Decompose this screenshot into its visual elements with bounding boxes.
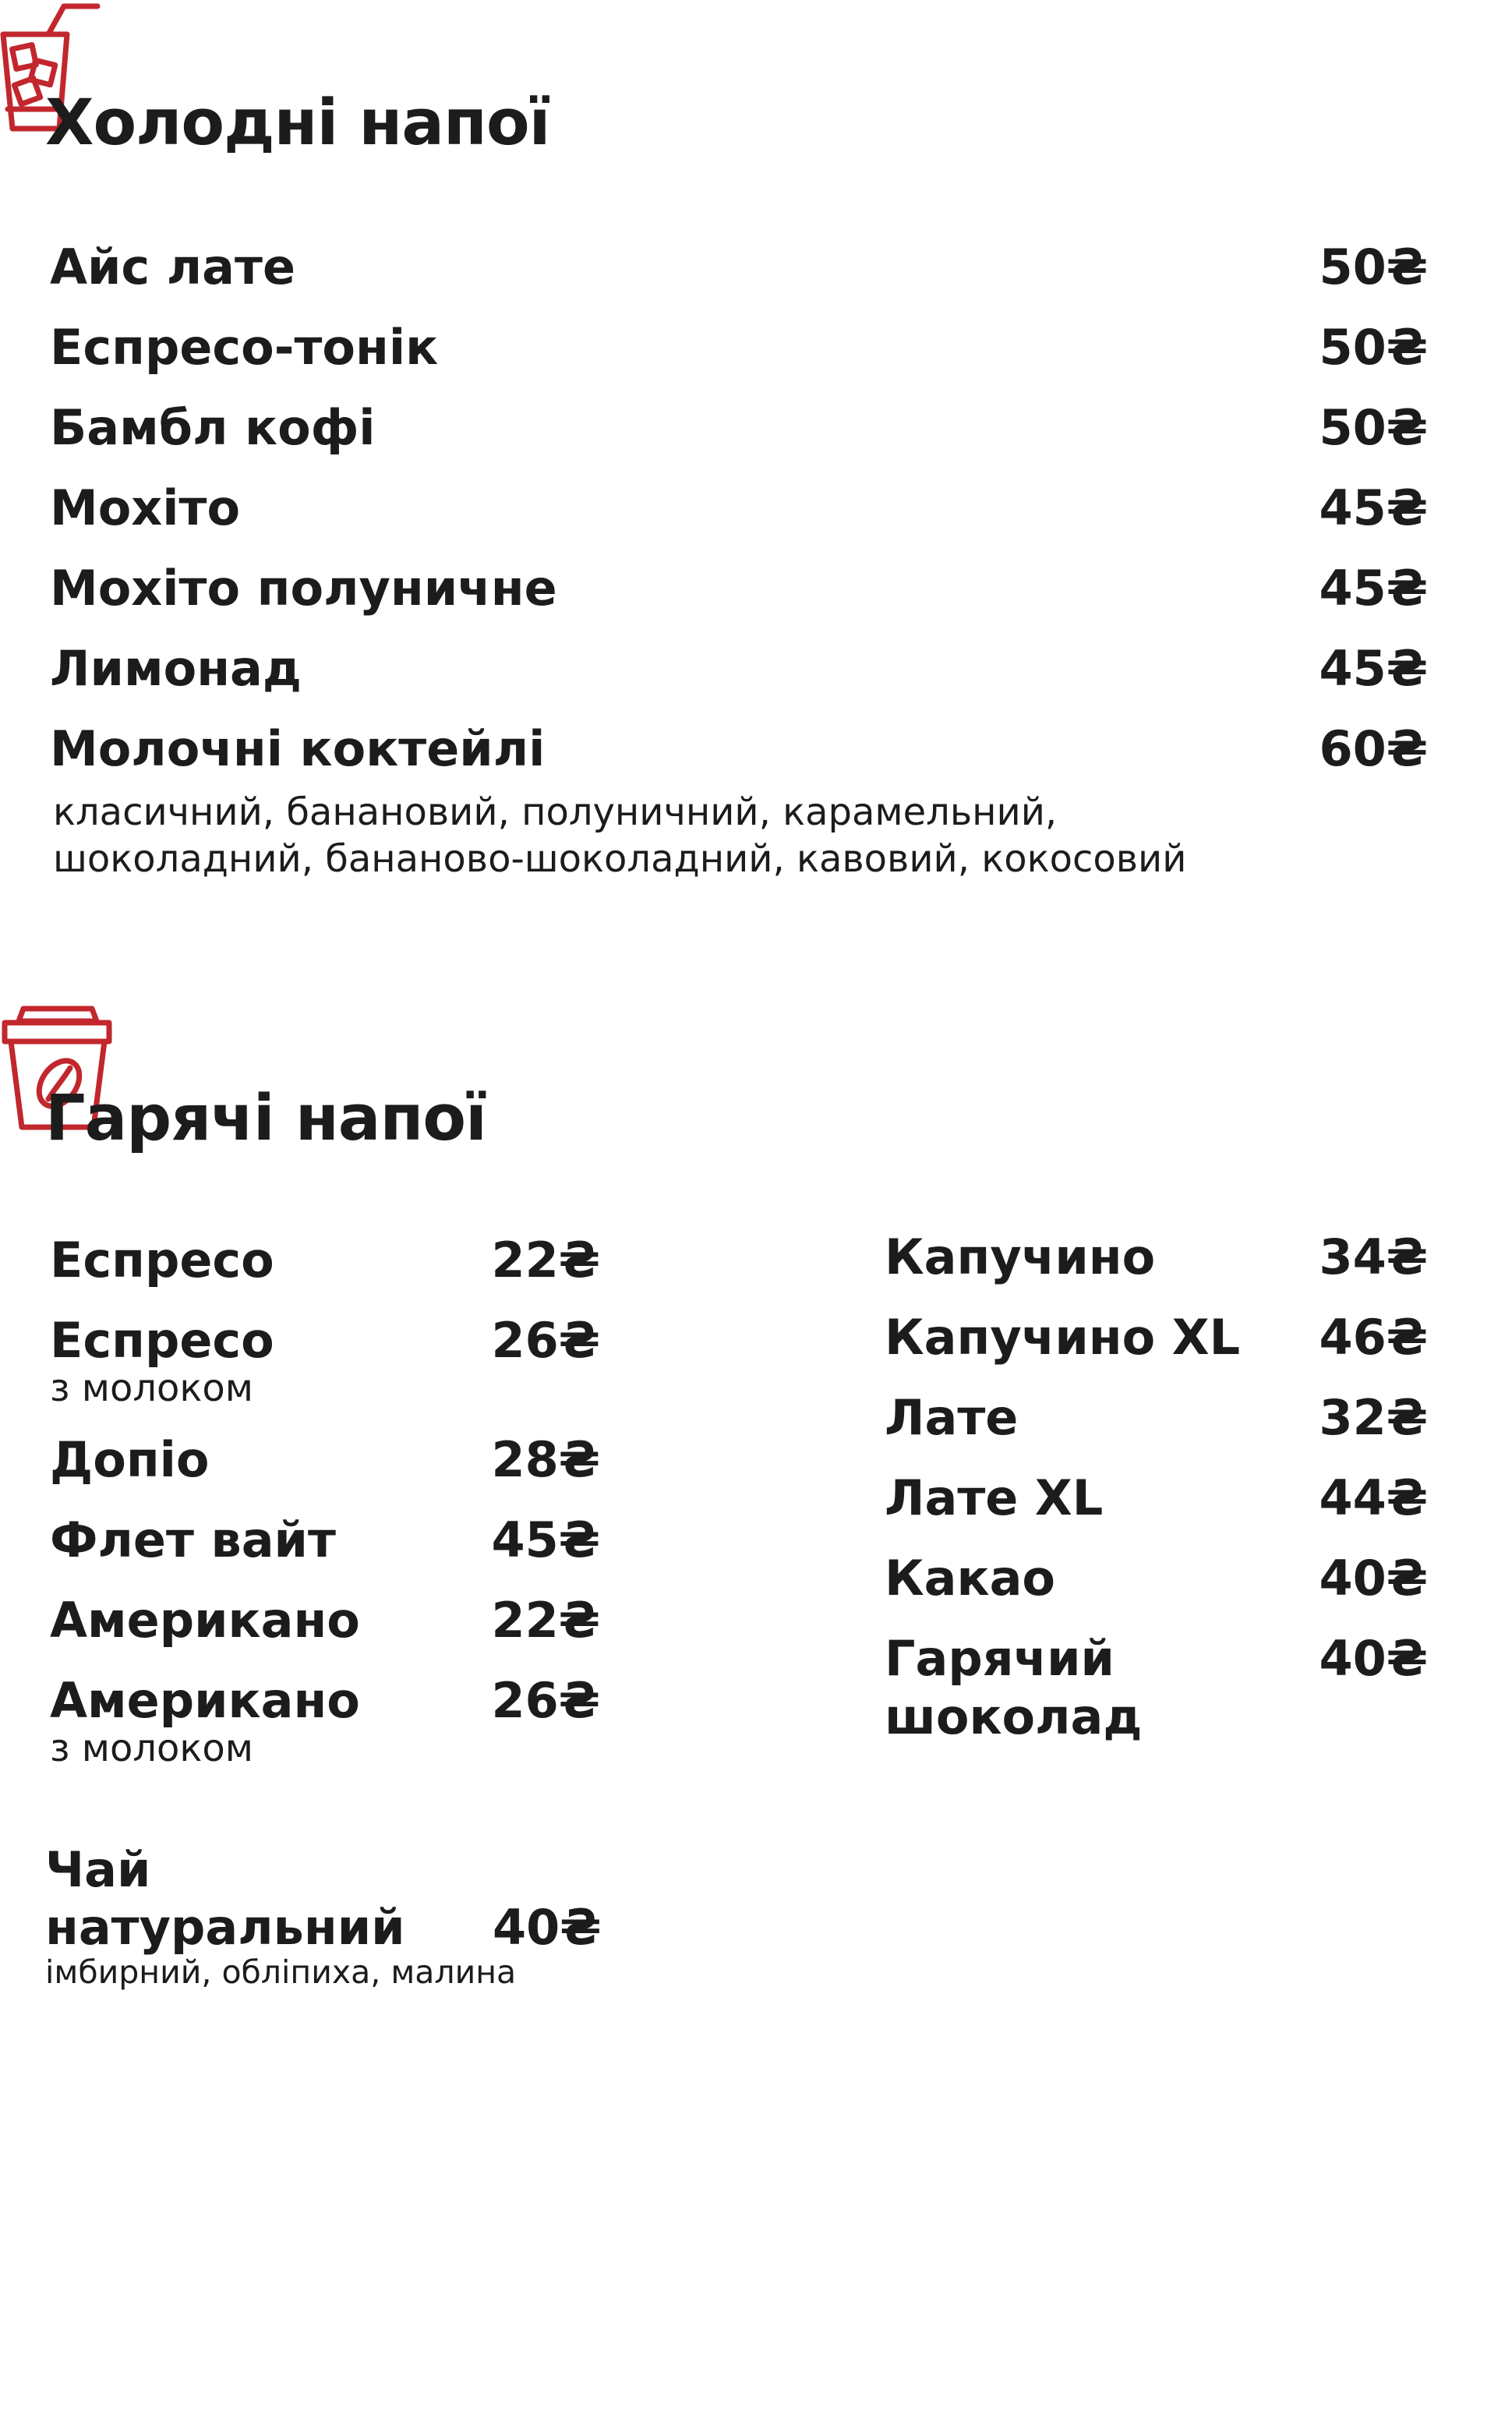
milkshake-flavors-note: шоколадний, бананово-шоколадний, кавовий, кокосовий xyxy=(53,837,1187,881)
menu-item-note: з молоком xyxy=(50,1366,253,1410)
menu-item-price: 28₴ xyxy=(491,1431,600,1488)
menu-item-price: 46₴ xyxy=(1319,1309,1428,1366)
menu-item-name: Американо xyxy=(50,1672,360,1729)
menu-item-name: шоколад xyxy=(885,1688,1143,1745)
menu-item-price: 60₴ xyxy=(1319,720,1428,777)
menu-item-name: Чай xyxy=(45,1841,151,1898)
menu-item-name: Капучино xyxy=(885,1228,1156,1285)
menu-item-price: 50₴ xyxy=(1319,319,1428,376)
menu-item-name: Американо xyxy=(50,1592,360,1649)
menu-item-note: з молоком xyxy=(50,1727,253,1770)
menu-item-name: Лате XL xyxy=(885,1469,1104,1526)
menu-item-name: Лате xyxy=(885,1389,1019,1446)
menu-item-price: 50₴ xyxy=(1319,399,1428,456)
hot-section-title: Гарячі напої xyxy=(45,1082,486,1155)
menu-item-name: Бамбл кофі xyxy=(50,399,376,456)
menu-item-name: Молочні коктейлі xyxy=(50,720,546,777)
menu-item-name: Мохіто xyxy=(50,479,241,536)
menu-item-price: 50₴ xyxy=(1319,239,1428,295)
menu-item-name: Еспресо xyxy=(50,1232,274,1289)
menu-item-name: Гарячий xyxy=(885,1630,1115,1687)
menu-item-price: 45₴ xyxy=(1319,560,1428,617)
menu-item-price: 40₴ xyxy=(1319,1550,1428,1607)
menu-item-name: Еспресо-тонік xyxy=(50,319,439,376)
milkshake-flavors-note: класичний, банановий, полуничний, карамельний, xyxy=(53,790,1058,834)
menu-item-price: 40₴ xyxy=(493,1899,602,1956)
menu-item-price: 45₴ xyxy=(1319,479,1428,536)
menu-item-price: 22₴ xyxy=(491,1232,600,1289)
menu-item-price: 34₴ xyxy=(1319,1228,1428,1285)
cold-section-title: Холодні напої xyxy=(45,87,550,160)
menu-item-price: 22₴ xyxy=(491,1592,600,1649)
menu-item-price: 32₴ xyxy=(1319,1389,1428,1446)
menu-item-name: Айс лате xyxy=(50,239,295,295)
menu-item-name: Еспресо xyxy=(50,1312,274,1369)
menu-item-name: Флет вайт xyxy=(50,1511,336,1568)
menu-item-name: Лимонад xyxy=(50,640,302,697)
menu-item-price: 44₴ xyxy=(1319,1469,1428,1526)
menu-item-name: Какао xyxy=(885,1550,1056,1607)
menu-item-note: імбирний, обліпиха, малина xyxy=(45,1953,517,1991)
menu-item-name: натуральний xyxy=(45,1899,405,1956)
menu-item-name: Капучино XL xyxy=(885,1309,1241,1366)
menu-item-price: 26₴ xyxy=(491,1672,600,1729)
menu-item-name: Мохіто полуничне xyxy=(50,560,557,617)
menu-item-price: 26₴ xyxy=(491,1312,600,1369)
menu-item-price: 40₴ xyxy=(1319,1630,1428,1687)
menu-item-price: 45₴ xyxy=(491,1511,600,1568)
menu-item-price: 45₴ xyxy=(1319,640,1428,697)
menu-item-name: Допіо xyxy=(50,1431,210,1488)
